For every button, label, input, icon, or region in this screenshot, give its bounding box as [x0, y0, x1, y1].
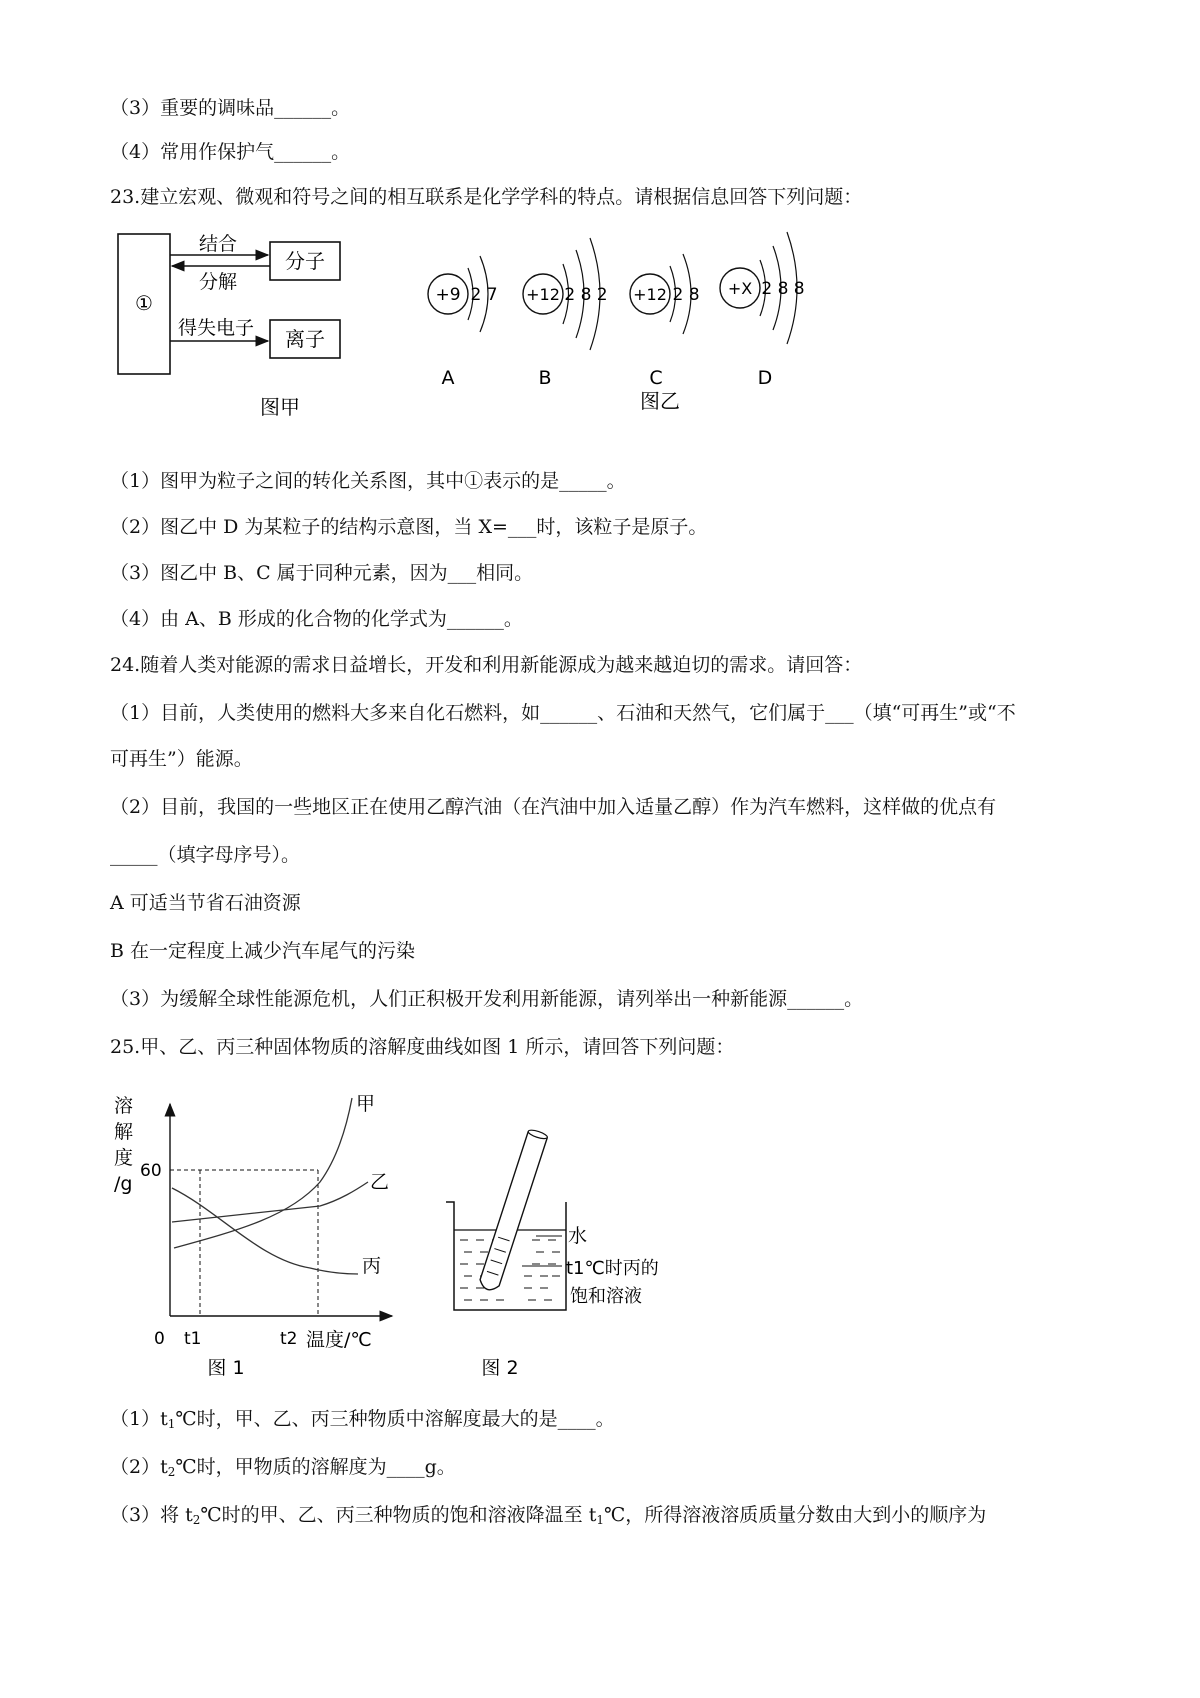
q23-heading: 23.建立宏观、微观和符号之间的相互联系是化学学科的特点。请根据信息回答下列问题：	[110, 186, 863, 208]
atom-C-shells: 2 8	[672, 285, 700, 305]
figure-yi-caption: 图乙	[640, 389, 680, 413]
arrow-electron-label: 得失电子	[177, 317, 255, 339]
atom-D-nucleus: +X	[727, 279, 753, 298]
series-label-bing: 丙	[362, 1255, 382, 1277]
q23-item-3: （3）图乙中 B、C 属于同种元素，因为___相同。	[110, 562, 534, 584]
figure-beaker	[440, 1090, 700, 1380]
q25-item-3: （3）将 $t_2℃$时的甲、乙、丙三种物质的饱和溶液降温至 $t_1℃$，所得溶液溶质质量分数由大到小的顺序为	[110, 1504, 987, 1527]
q25-heading: 25.甲、乙、丙三种固体物质的溶解度曲线如图 1 所示，请回答下列问题：	[110, 1036, 735, 1058]
q24-item-3: （3）为缓解全球性能源危机，人们正积极开发利用新能源，请列举出一种新能源______。	[110, 988, 864, 1010]
y-axis-label-2: 解	[114, 1121, 134, 1143]
curve-yi	[172, 1182, 368, 1222]
box-molecule-label: 分子	[285, 249, 325, 273]
q24-item-1-line-2: 可再生”）能源。	[110, 748, 253, 770]
label-water: 水	[568, 1225, 588, 1247]
q25-item-1: $(1)t_1℃$时，甲、乙、丙三种物质中溶解度最大的是____。	[110, 1408, 615, 1431]
figure-1-caption: 图 1	[207, 1357, 245, 1379]
atom-C	[630, 254, 700, 389]
x-tick-t1: t1	[184, 1329, 202, 1349]
q25-item-2: $(2)t_2℃$时，甲物质的溶解度为____g。	[110, 1456, 456, 1479]
atom-D-label: D	[757, 367, 773, 389]
label-solution-2: 饱和溶液	[570, 1286, 642, 1307]
figure-jia-caption: 图甲	[260, 395, 300, 419]
q22-item-3: （3）重要的调味品______。	[110, 97, 351, 119]
atom-B-shells: 2 8 2	[564, 285, 608, 305]
figure-solubility-curves	[100, 1090, 430, 1380]
box-unknown-label: ①	[135, 291, 153, 315]
atom-B	[523, 238, 608, 389]
atom-C-nucleus: +12	[633, 285, 667, 304]
figure-atom-structures	[420, 228, 900, 428]
q23-item-4: （4）由 A、B 形成的化合物的化学式为______。	[110, 608, 523, 630]
curve-jia	[174, 1098, 352, 1248]
q24-item-2-line-2: _____（填字母序号）。	[110, 844, 301, 866]
box-ion-label: 离子	[285, 327, 325, 351]
x-axis-label: 温度/℃	[306, 1329, 372, 1351]
atom-A-shells: 2 7	[470, 285, 498, 305]
atom-D-shells: 2 8 8	[761, 279, 805, 299]
q24-option-b: B 在一定程度上减少汽车尾气的污染	[110, 940, 416, 962]
q23-item-1: （1）图甲为粒子之间的转化关系图，其中①表示的是_____。	[110, 470, 626, 492]
q23-item-2: （2）图乙中 D 为某粒子的结构示意图，当 X=___时，该粒子是原子。	[110, 516, 708, 538]
q24-option-a: A 可适当节省石油资源	[110, 892, 301, 914]
atom-D	[720, 232, 805, 389]
arrow-combine-label: 结合	[198, 233, 238, 255]
atom-B-label: B	[538, 367, 552, 389]
arrow-decompose-label: 分解	[198, 271, 238, 293]
y-axis-label-3: 度	[114, 1147, 134, 1169]
figure-particle-relation	[110, 228, 380, 428]
q24-item-2-line-1: （2）目前，我国的一些地区正在使用乙醇汽油（在汽油中加入适量乙醇）作为汽车燃料，这样做的优点有	[110, 796, 997, 818]
q24-item-1-line-1: （1）目前，人类使用的燃料大多来自化石燃料，如______、石油和天然气，它们属于___（填“可再生”或“不	[110, 702, 1016, 724]
atom-B-nucleus: +12	[526, 285, 560, 304]
series-label-yi: 乙	[370, 1171, 390, 1193]
label-solution-1: t1℃时丙的	[566, 1258, 659, 1279]
q22-item-4: （4）常用作保护气______。	[110, 141, 351, 163]
atom-A-nucleus: +9	[435, 285, 461, 305]
x-tick-t2: t2	[280, 1329, 298, 1349]
atom-A	[428, 256, 498, 389]
y-tick-60: 60	[140, 1161, 162, 1181]
figure-2-caption: 图 2	[481, 1357, 519, 1379]
atom-A-label: A	[441, 367, 455, 389]
y-axis-label-4: /g	[114, 1173, 133, 1195]
q24-heading: 24.随着人类对能源的需求日益增长，开发和利用新能源成为越来越迫切的需求。请回答：	[110, 654, 863, 676]
atom-C-label: C	[649, 367, 663, 389]
test-tube	[478, 1128, 548, 1292]
series-label-jia: 甲	[356, 1093, 376, 1115]
x-origin: 0	[154, 1329, 165, 1349]
y-axis-label-1: 溶	[114, 1095, 134, 1117]
